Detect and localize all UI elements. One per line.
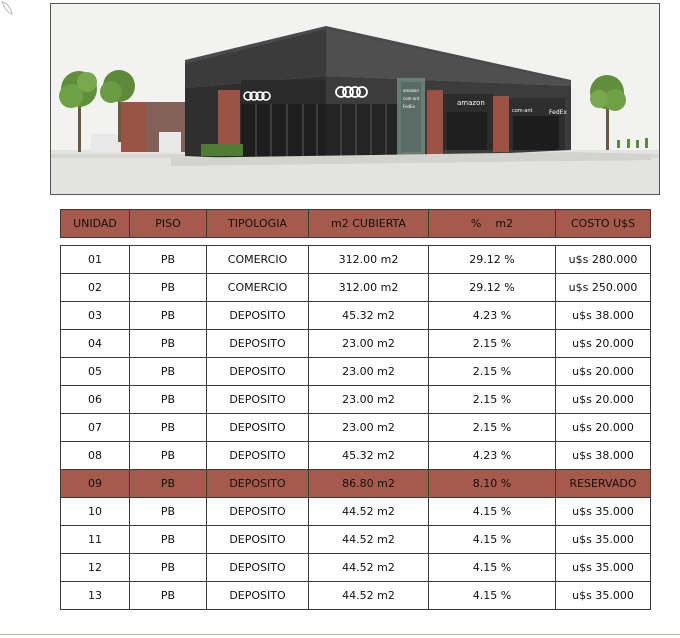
cell-m2: 23.00 m2 xyxy=(309,414,429,442)
table-row xyxy=(61,274,651,302)
table-row xyxy=(61,442,651,470)
header-costo: COSTO U$S xyxy=(556,210,651,238)
cell-costo: u$s 250.000 xyxy=(556,274,651,302)
cell-costo: u$s 20.000 xyxy=(556,386,651,414)
table-row xyxy=(61,582,651,610)
header-unidad: UNIDAD xyxy=(61,210,130,238)
cell-piso: PB xyxy=(130,442,207,470)
header-piso: PISO xyxy=(130,210,207,238)
cell-tipologia: DEPOSITO xyxy=(207,330,309,358)
cell-m2: 44.52 m2 xyxy=(309,582,429,610)
cell-piso: PB xyxy=(130,470,207,498)
table-row xyxy=(61,386,651,414)
cell-tipologia: DEPOSITO xyxy=(207,442,309,470)
units-table xyxy=(60,209,651,610)
cell-unidad: 10 xyxy=(61,498,130,526)
cell-tipologia: DEPOSITO xyxy=(207,358,309,386)
cell-costo: u$s 35.000 xyxy=(556,554,651,582)
svg-text:FedEx: FedEx xyxy=(549,109,567,116)
svg-text:com·ant: com·ant xyxy=(403,96,420,101)
cell-tipologia: DEPOSITO xyxy=(207,498,309,526)
cell-pct: 29.12 % xyxy=(429,274,556,302)
table-row xyxy=(61,330,651,358)
header-m2-cubierta: m2 CUBIERTA xyxy=(309,210,429,238)
bottom-divider xyxy=(0,634,680,635)
svg-text:FedEx: FedEx xyxy=(403,104,415,109)
cell-pct: 4.15 % xyxy=(429,582,556,610)
cell-m2: 45.32 m2 xyxy=(309,442,429,470)
cell-unidad: 13 xyxy=(61,582,130,610)
cell-tipologia: DEPOSITO xyxy=(207,302,309,330)
table-row xyxy=(61,358,651,386)
table-spacer xyxy=(61,238,651,246)
svg-text:amazon: amazon xyxy=(403,88,419,93)
cell-unidad: 02 xyxy=(61,274,130,302)
cell-piso: PB xyxy=(130,414,207,442)
cell-piso: PB xyxy=(130,330,207,358)
cell-m2: 23.00 m2 xyxy=(309,330,429,358)
cell-pct: 2.15 % xyxy=(429,386,556,414)
cell-piso: PB xyxy=(130,386,207,414)
cell-unidad: 08 xyxy=(61,442,130,470)
cell-tipologia: DEPOSITO xyxy=(207,414,309,442)
cell-unidad: 07 xyxy=(61,414,130,442)
header-pct-m2: % m2 xyxy=(429,210,556,238)
cell-m2: 86.80 m2 xyxy=(309,470,429,498)
cell-tipologia: DEPOSITO xyxy=(207,386,309,414)
cell-costo: u$s 35.000 xyxy=(556,526,651,554)
corner-leaf-icon xyxy=(0,0,22,18)
cell-m2: 312.00 m2 xyxy=(309,246,429,274)
table-header-row xyxy=(61,210,651,238)
cell-m2: 312.00 m2 xyxy=(309,274,429,302)
cell-m2: 45.32 m2 xyxy=(309,302,429,330)
cell-unidad: 05 xyxy=(61,358,130,386)
cell-m2: 23.00 m2 xyxy=(309,386,429,414)
table-row xyxy=(61,498,651,526)
header-tipologia: TIPOLOGIA xyxy=(207,210,309,238)
cell-m2: 44.52 m2 xyxy=(309,554,429,582)
table-row xyxy=(61,302,651,330)
table-row xyxy=(61,246,651,274)
cell-tipologia: DEPOSITO xyxy=(207,554,309,582)
cell-piso: PB xyxy=(130,582,207,610)
table-row xyxy=(61,554,651,582)
cell-m2: 44.52 m2 xyxy=(309,526,429,554)
cell-piso: PB xyxy=(130,358,207,386)
cell-pct: 2.15 % xyxy=(429,358,556,386)
svg-text:com·ant: com·ant xyxy=(512,108,533,114)
cell-costo: u$s 35.000 xyxy=(556,498,651,526)
svg-text:amazon: amazon xyxy=(457,99,485,107)
cell-pct: 4.23 % xyxy=(429,442,556,470)
cell-pct: 2.15 % xyxy=(429,330,556,358)
cell-costo: u$s 35.000 xyxy=(556,582,651,610)
cell-tipologia: COMERCIO xyxy=(207,274,309,302)
cell-piso: PB xyxy=(130,526,207,554)
cell-pct: 2.15 % xyxy=(429,414,556,442)
cell-piso: PB xyxy=(130,246,207,274)
cell-tipologia: DEPOSITO xyxy=(207,470,309,498)
cell-unidad: 01 xyxy=(61,246,130,274)
cell-pct: 4.15 % xyxy=(429,554,556,582)
cell-m2: 44.52 m2 xyxy=(309,498,429,526)
cell-costo: u$s 20.000 xyxy=(556,414,651,442)
cell-piso: PB xyxy=(130,274,207,302)
cell-piso: PB xyxy=(130,554,207,582)
cell-tipologia: DEPOSITO xyxy=(207,582,309,610)
cell-costo: u$s 20.000 xyxy=(556,358,651,386)
cell-costo: u$s 38.000 xyxy=(556,442,651,470)
cell-costo: u$s 20.000 xyxy=(556,330,651,358)
cell-piso: PB xyxy=(130,498,207,526)
cell-m2: 23.00 m2 xyxy=(309,358,429,386)
cell-unidad: 03 xyxy=(61,302,130,330)
cell-costo: u$s 38.000 xyxy=(556,302,651,330)
table-row xyxy=(61,526,651,554)
building-render-image xyxy=(50,3,660,195)
cell-unidad: 12 xyxy=(61,554,130,582)
cell-costo: u$s 280.000 xyxy=(556,246,651,274)
table-row xyxy=(61,470,651,498)
cell-unidad: 09 xyxy=(61,470,130,498)
cell-unidad: 11 xyxy=(61,526,130,554)
cell-pct: 8.10 % xyxy=(429,470,556,498)
cell-piso: PB xyxy=(130,302,207,330)
cell-pct: 29.12 % xyxy=(429,246,556,274)
cell-pct: 4.15 % xyxy=(429,498,556,526)
cell-tipologia: COMERCIO xyxy=(207,246,309,274)
table-row xyxy=(61,414,651,442)
cell-unidad: 06 xyxy=(61,386,130,414)
cell-tipologia: DEPOSITO xyxy=(207,526,309,554)
cell-costo: RESERVADO xyxy=(556,470,651,498)
cell-unidad: 04 xyxy=(61,330,130,358)
cell-pct: 4.23 % xyxy=(429,302,556,330)
cell-pct: 4.15 % xyxy=(429,526,556,554)
